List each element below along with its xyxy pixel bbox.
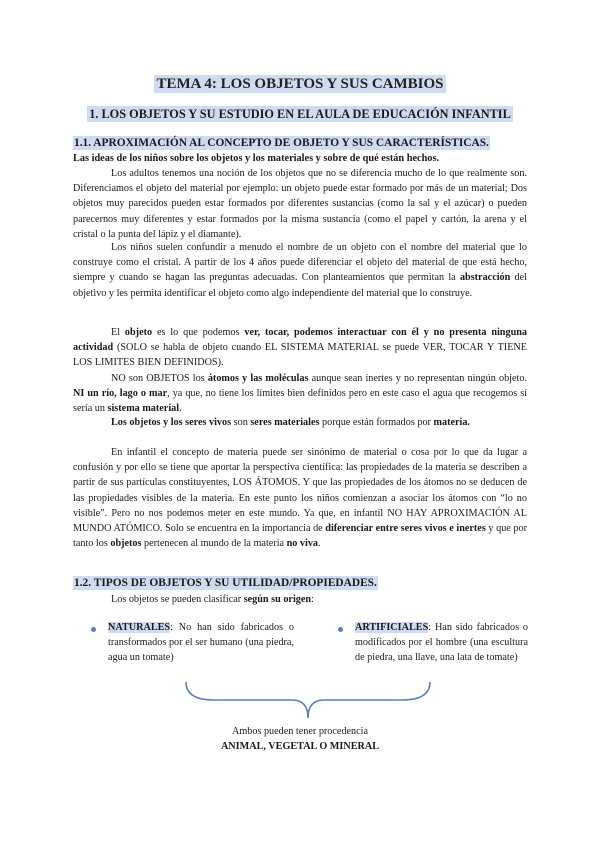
classify-line: Los objetos se pueden clasificar según su origen:	[111, 594, 314, 605]
section-1-1-heading: 1.1. APROXIMACIÓN AL CONCEPTO DE OBJETO Y SUS CARACTERÍSTICAS.	[74, 137, 489, 149]
paragraph-5: Los objetos y los seres vivos son seres materiales porque están formados por materia.	[111, 417, 470, 428]
bullet-artificiales: ARTIFICIALES: Han sido fabricados o modificados por el hombre (una escultura de piedra, una llave, una lata de tomate)	[355, 622, 528, 663]
subtitle: Las ideas de los niños sobre los objetos y los materiales y sobre de qué están hechos.	[73, 153, 440, 164]
document-title: TEMA 4: LOS OBJETOS Y SUS CAMBIOS	[156, 76, 444, 92]
origin-text: Ambos pueden tener procedencia	[231, 726, 369, 737]
section-1-heading: 1. LOS OBJETOS Y SU ESTUDIO EN EL AULA DE EDUCACIÓN INFANTIL	[89, 107, 511, 121]
paragraph-2: Los niños suelen confundir a menudo el nombre de un objeto con el nombre del material que lo construye como el cristal. A partir de los 4 años puede diferenciar el objeto del material de que está hecho, siempre y cuando se hagan las preguntas adecuadas. Con planteamientos que permitan la abstracción del objetivo y les permita identificar el objeto como algo independiente del material que lo construye.	[73, 242, 527, 299]
paragraph-3: El objeto es lo que podemos ver, tocar, podemos interactuar con él y no presenta ninguna actividad (SOLO se habla de objeto cuando EL SISTEMA MATERIAL se puede VER, TOCAR Y TIENE LOS LIMITES BIEN DEFINIDOS).	[73, 327, 527, 369]
paragraph-4: NO son OBJETOS los átomos y las moléculas aunque sean inertes y no representan ningún objeto. NI un río, lago o mar, ya que, no tiene los límites bien definidos pero en este caso el agua que recogemos sí sería un sistema material.	[73, 373, 528, 415]
paragraph-6: En infantil el concepto de materia puede ser sinónimo de material o cosa por lo que da lugar a confusión y por ello se tiene que aportar la perspectiva científica: las propiedades de la materia se describen a partir de sus partículas constituyentes, LOS ÁTOMOS. Y que las propiedades de los átomos no se deducen de las propiedades visibles de la materia. En este punto los niños comienzan a asociar los átomos con “lo no visible”. Pero no nos podemos meter en este mundo. Ya que, en infantil NO HAY APROXIMACIÓN AL MUNDO ATÓMICO. Solo se encuentra en la importancia de diferenciar entre seres vivos e inertes y que por tanto los objetos pertenecen al mundo de la materia no viva.	[73, 447, 527, 550]
bullet-naturales: NATURALES: No han sido fabricados o transformados por el ser humano (una piedra, agua un tomate)	[108, 622, 294, 663]
paragraph-1: Los adultos tenemos una noción de los objetos que no se diferencia mucho de lo que realmente son. Diferenciamos el objeto del material por ejemplo: un objeto puede estar formado por más de un material; Dos objetos muy parecidos pueden estar formados por diferentes sustancias (como la sal y el azúcar) o pueden parecernos muy diferentes y estar formados por la misma sustancia (como el papel y cartón, la arena y el cristal o la punta del lápiz y el diamante).	[73, 168, 527, 240]
bullet-icon	[338, 627, 343, 632]
curly-brace-icon	[184, 680, 432, 720]
origin-types: ANIMAL, VEGETAL O MINERAL	[220, 741, 380, 752]
section-1-2-heading: 1.2. TIPOS DE OBJETOS Y SU UTILIDAD/PROPIEDADES.	[74, 577, 377, 589]
bullet-icon	[91, 627, 96, 632]
